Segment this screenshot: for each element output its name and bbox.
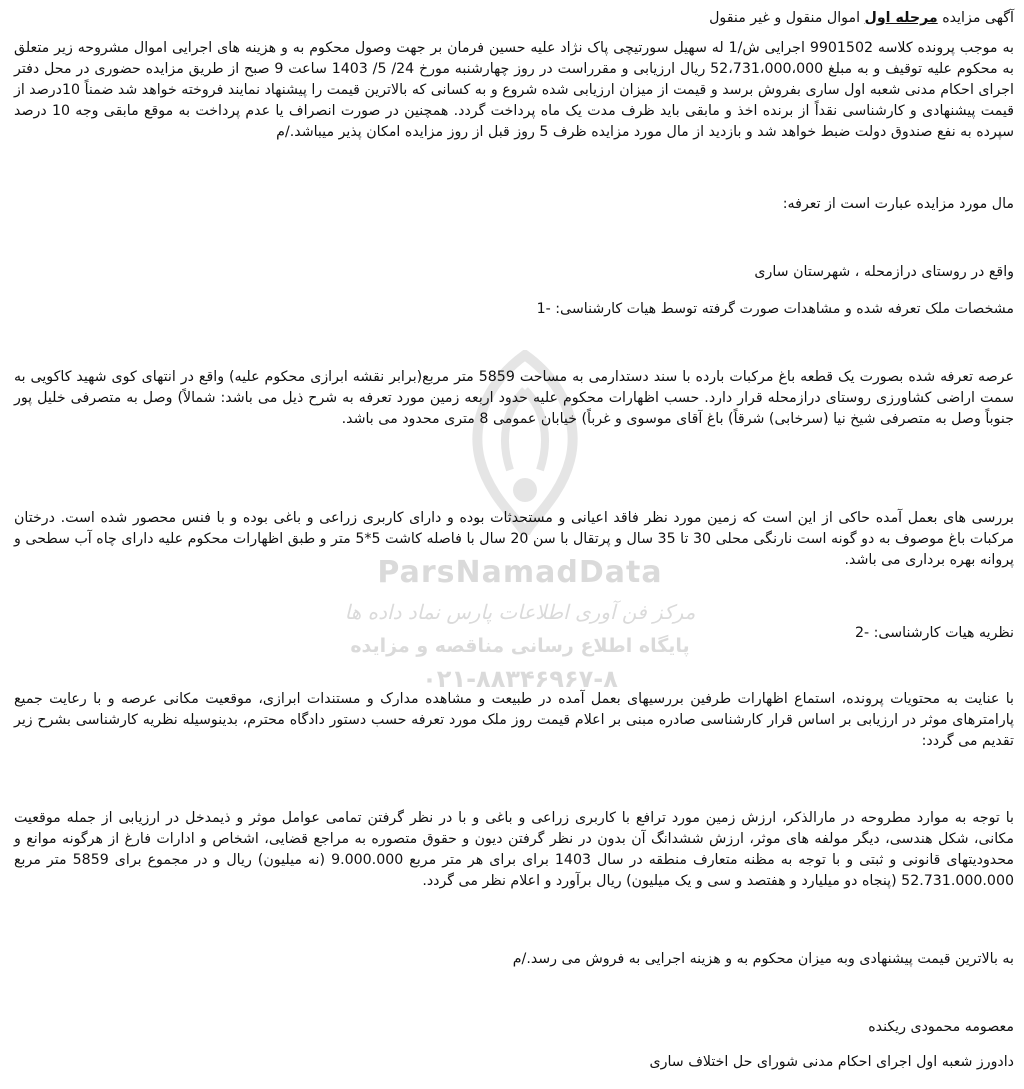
section-1-paragraph-2: بررسی های بعمل آمده حاکی از این است که زمین مورد نظر فاقد اعیانی و مستحدثات بوده و دارای کاربری زراعی و باغی بوده و با فنس محصور شده است. درختان مرکبات باغ موصوف به دو گونه است نارنگی محلی 30 تا 35 سال و پرتقال با سن 20 سال با فاصله کاشت 5*5 متر و طبق اظهارات محکوم علیه دارای چاه آب سطحی و پروانه بهره برداری می باشد. bbox=[14, 510, 1014, 568]
section-1-paragraph-1: عرصه تعرفه شده بصورت یک قطعه باغ مرکبات بارده با سند دستدارمی به مساحت 5859 متر مربع(برابر نقشه ابرازی محکوم علیه) واقع در انتهای کوی شهید کاکویی به سمت اراضی کشاورزی روستای درازمحله قرار دارد. حسب اظهارات محکوم علیه حدود اربعه زمین مورد تعرفه به شرح ذیل می باشد: شمالاً) وصل به متصرفی خلیل پور جنوباً وصل به متصرفی شیخ نیا (سرخابی) شرقاً) باغ آقای موسوی و غرباً) خیابان عمومی 8 متری محدود می باشد. bbox=[14, 369, 1014, 427]
watermark-line-2: پایگاه اطلاع رسانی مناقصه و مزایده bbox=[350, 635, 690, 657]
title-stage: مرحله اول bbox=[864, 10, 938, 26]
intro-paragraph: به موجب پرونده کلاسه 9901502 اجرایی ش/1 له سهیل سورتیچی پاک نژاد علیه حسین فرمان بر جهت وصول محکوم به و هزینه های اجرایی اموال مشروحه زیر متعلق به محکوم علیه توقیف و به مبلغ 52،731،000،000 ریال ارزیابی و مقرراست در روز چهارشنبه مورخ 24/ 5/ 1403 ساعت 9 صبح از طریق مزایده حضوری در محل دفتر اجرای احکام مدنی شعبه اول ساری بفروش برسد و قیمت از میزان ارزیابی شده شروع و به کسانی که بالاترین قیمت را پیشنهاد نمایند فروخته خواهد شد ضمناً 10درصد از قیمت پیشنهادی و کارشناسی نقداً از برنده اخذ و مابقی باید ظرف مدت یک ماه پرداخت گردد. همچنین در صورت انصراف یا عدم پرداخت به موقع مابقی وجه 10 درصد سپرده به نفع صندوق دولت ضبط خواهد شد و بازدید از مال مورد مزایده ظرف 5 روز قبل از روز مزایده امکان پذیر میباشد./م bbox=[14, 40, 1014, 140]
title-suffix: اموال منقول و غیر منقول bbox=[709, 10, 865, 26]
section-2-paragraph-2: با توجه به موارد مطروحه در مارالذکر، ارزش زمین مورد ترافع با کاربری زراعی و باغی و با در نظر گرفتن تمامی عوامل موثر و ذیمدخل در ارزیابی از جمله موقعیت مکانی، شکل هندسی، دیگر مولفه های موثر، ارزش ششدانگ آن بدون در نظر گرفتن دیون و حقوق متصوره به مراجع قضایی، اشخاص و ادارات فارغ از هرگونه موانع و محدودیتهای قانونی و ثبتی و با توجه به مظنه متعارف منطقه در سال 1403 برای برای هر متر مربع 9.000.000 (نه میلیون) ریال و در مجموع برای 5859 متر مربع 52.731.000.000 (پنجاه دو میلیارد و هفتصد و سی و یک میلیون) ریال برآورد و اعلام نظر می گردد. bbox=[14, 810, 1015, 889]
subject-heading: مال مورد مزایده عبارت است از تعرفه: bbox=[782, 196, 1014, 212]
signer-name: معصومه محمودی ریکنده bbox=[868, 1019, 1014, 1035]
watermark-line-1: مرکز فن آوری اطلاعات پارس نماد داده ها bbox=[344, 600, 696, 624]
section-1-heading: مشخصات ملک تعرفه شده و مشاهدات صورت گرفته توسط هیات کارشناسی: -1 bbox=[536, 301, 1014, 317]
signer-title: دادورز شعبه اول اجرای احکام مدنی شورای حل اختلاف ساری bbox=[649, 1054, 1014, 1070]
section-2-heading: نظریه هیات کارشناسی: -2 bbox=[854, 625, 1014, 641]
closing-line: به بالاترین قیمت پیشنهادی وبه میزان محکوم به و هزینه اجرایی به فروش می رسد./م bbox=[512, 951, 1014, 967]
watermark-brand: ParsNamadData bbox=[377, 555, 663, 590]
watermark-phone: ۰۲۱-۸۸۳۴۶۹۶۷-۸ bbox=[422, 665, 618, 693]
section-2-paragraph-1: با عنایت به محتویات پرونده، استماع اظهارات طرفین بررسیهای بعمل آمده در طبیعت و مشاهده مدارک و مستندات ابرازی، موقعیت مکانی عرصه و با رعایت جمیع پارامترهای موثر در ارزیابی بر اساس قرار کارشناسی صادره مبنی بر اعلام قیمت روز ملک مورد تعرفه حسب دستور دادگاه محترم، بدینوسیله نظریه کارشناسی بشرح زیر تقدیم می گردد: bbox=[14, 691, 1014, 749]
title-prefix: آگهی مزایده bbox=[937, 10, 1014, 26]
notice-title bbox=[14, 8, 1014, 29]
location-line: واقع در روستای درازمحله ، شهرستان ساری bbox=[754, 264, 1014, 280]
